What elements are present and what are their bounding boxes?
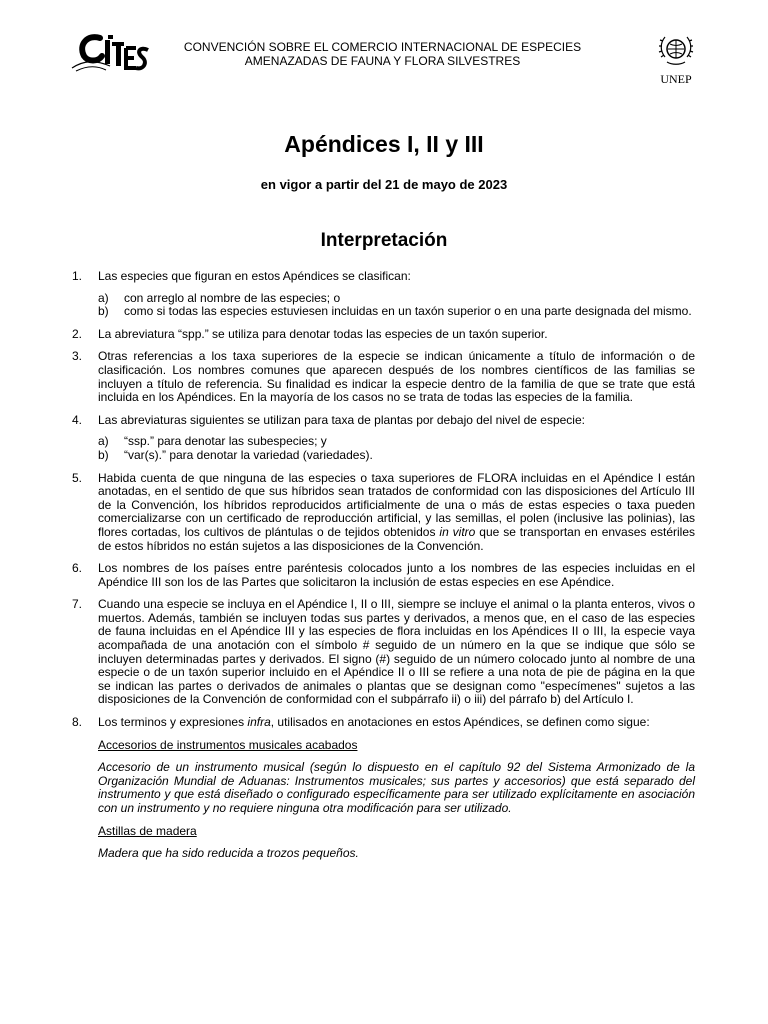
document-title: Apéndices I, II y III (284, 131, 484, 157)
list-item (72, 328, 695, 342)
interpretation-list (72, 270, 695, 870)
item-text: Las abreviaturas siguientes se utilizan para taxa de plantas por debajo del nivel de especie: (98, 412, 585, 427)
item-text-part: , utilisados en anotaciones en estos Apéndices, se definen como sigue: (270, 715, 650, 730)
item-text-part: Los terminos y expresiones (98, 715, 248, 730)
list-item (72, 598, 695, 707)
definitions (98, 739, 695, 861)
list-item (72, 472, 695, 554)
sub-list (98, 292, 695, 319)
section-title: Interpretación (320, 230, 448, 251)
item-number: 7. (72, 597, 83, 612)
item-text: Las especies que figuran en estos Apéndices se clasifican: (98, 269, 411, 283)
sub-item-label: b) (98, 304, 109, 319)
document-subtitle: en vigor a partir del 21 de mayo de 2023 (260, 177, 508, 192)
item-text-part: que se transportan en envases estériles de estos híbridos no están sujetos a las disposiciones de la Convención. (98, 524, 695, 553)
list-item (72, 350, 695, 404)
unep-logo-text: UNEP (660, 72, 692, 86)
list-item (72, 716, 695, 730)
item-number: 2. (72, 326, 83, 341)
sub-item-label: b) (98, 447, 109, 462)
item-text-italic: infra (247, 715, 271, 730)
item-text (98, 716, 695, 730)
item-text (98, 472, 695, 554)
list-item (72, 270, 695, 319)
convention-header (160, 40, 605, 68)
item-text-italic: in vitro (439, 524, 476, 539)
definition-text: Accesorio de un instrumento musical (según lo dispuesto en el capítulo 92 del Sistema Armonizado de la Organización Mundial de Aduanas: Instrumentos musicales; sus partes y accesorios) que está separado del instrumento y que está diseñado o configurado específicamente para ser utilizado explícitamente en asociación con un instrumento y no requiere ninguna otra modificación para ser utilizado. (98, 760, 695, 815)
unep-emblem-icon (658, 33, 694, 67)
item-number: 8. (72, 715, 83, 730)
sub-item-text: “var(s).” para denotar la variedad (variedades). (124, 447, 373, 462)
item-number: 6. (72, 561, 83, 576)
item-text: Cuando una especie se incluya en el Apéndice I, II o III, siempre se incluye el animal o la planta enteros, vivos o muertos. Además, también se incluyen todas sus partes y derivados, a menos que, en el caso de las especies de fauna incluidas en el Apéndice III y las especies de flora incluidas en los Apéndices II o III, la especie vaya acompañada de una anotación con el símbolo # seguido de un número en la que se indique que sólo se incluyen determinadas partes y derivados. El signo (#) seguido de un número colocado junto al nombre de una especie o de un taxón superior incluido en el Apéndice II o III se refiere a una nota de pie de página en la que se indican las partes o derivados de animales o plantas que se designan como "especímenes" sujetos a las disposiciones de la Convención de conformidad con el subpárrafo ii) o iii) del párrafo b) del Artículo I. (98, 597, 695, 707)
item-number: 1. (72, 269, 83, 283)
cites-logo (70, 30, 150, 76)
list-item (72, 562, 695, 589)
definition-text: Madera que ha sido reducida a trozos pequeños. (98, 846, 359, 861)
sub-item (98, 435, 695, 449)
item-text: Los nombres de los países entre paréntesis colocados junto a los nombres de las especies incluidas en el Apéndice III son los de las Partes que solicitaron la inclusión de estas especies en ese Apéndice. (98, 561, 695, 589)
item-number: 4. (72, 412, 83, 427)
list-item (72, 414, 695, 463)
header-line-2: AMENAZADAS DE FAUNA Y FLORA SILVESTRES (244, 54, 521, 68)
item-text: La abreviatura “spp.” se utiliza para denotar todas las especies de un taxón superior. (98, 326, 548, 341)
unep-logo (652, 33, 700, 86)
sub-item (98, 305, 695, 319)
sub-item (98, 292, 695, 306)
sub-item-label: a) (98, 434, 109, 449)
item-number: 5. (72, 470, 83, 485)
item-text: Otras referencias a los taxa superiores de la especie se indican únicamente a título de información o de clasificación. Los nombres comunes que aparecen después de los nombres científicos de las familias se incluyen a título de referencia. Su finalidad es indicar la especie dentro de la familia de que se trate que está incluida en los Apéndices. En la mayoría de los casos no se trata de todas las especies de la familia. (98, 349, 695, 405)
item-number: 3. (72, 349, 83, 364)
definition-term: Astillas de madera (98, 823, 197, 838)
sub-item-text: con arreglo al nombre de las especies; o (124, 290, 341, 305)
definition-term: Accesorios de instrumentos musicales acabados (98, 737, 358, 752)
sub-item-text: “ssp.” para denotar las subespecies; y (124, 434, 327, 449)
header-line-1: CONVENCIÓN SOBRE EL COMERCIO INTERNACIONAL DE ESPECIES (183, 40, 582, 54)
sub-list (98, 435, 695, 462)
item-text-part: Habida cuenta de que ninguna de las especies o taxa superiores de FLORA incluidas en el Apéndice I están anotadas, en el sentido de que sus híbridos sean tratados de conformidad con las disposiciones del Artículo III de la Convención, los híbridos reproducidos artificialmente de una o más de estas especies o taxa pueden comercializarse con un certificado de reproducción artificial, y las semillas, el polen (inclusive las polinias), las flores cortadas, los cultivos de plántulas o de tejidos obtenidos (98, 470, 695, 539)
sub-item (98, 449, 695, 463)
sub-item-text: como si todas las especies estuviesen incluidas en un taxón superior o en una parte designada del mismo. (124, 304, 692, 319)
sub-item-label: a) (98, 290, 109, 305)
